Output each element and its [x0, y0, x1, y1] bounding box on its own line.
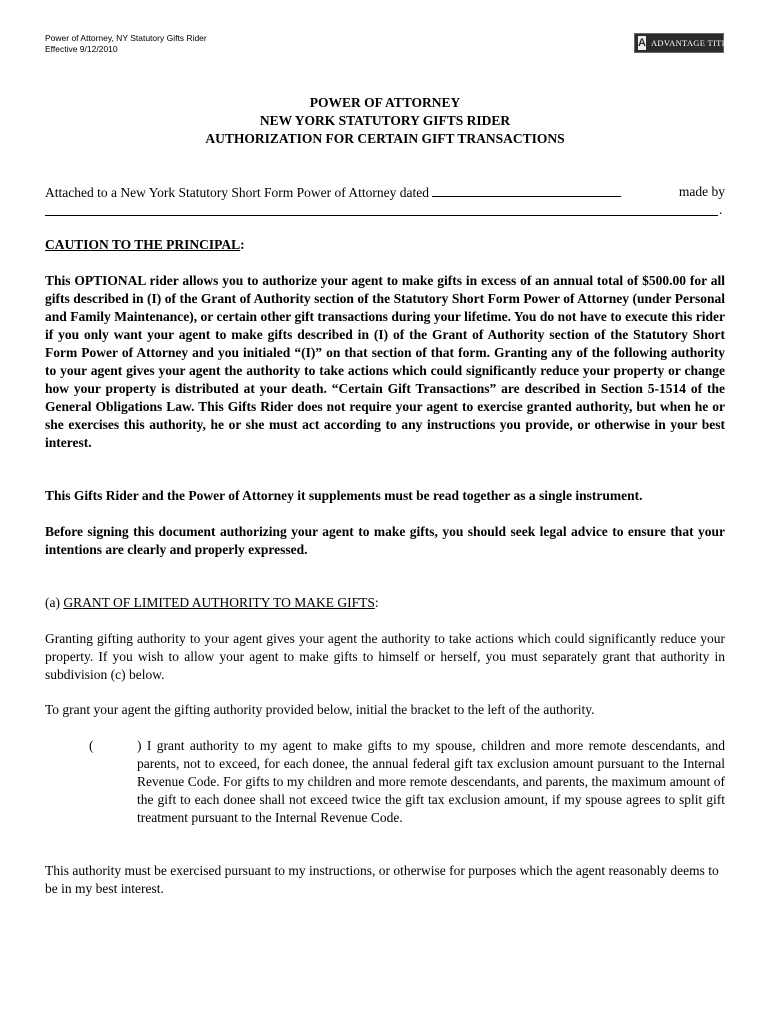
- section-a-prefix: (a): [45, 595, 64, 610]
- caution-paragraph-1: This OPTIONAL rider allows you to authorize your agent to make gifts in excess of an annual total of $500.00 for all gifts described in (I) of the Grant of Authority section of the Statutory Short Form Power of Attorney (under Personal and Family Maintenance), or certain other gift transactions during your lifetime. You do not have to execute this rider if you only want your agent to make gifts described in (I) of the Grant of Authority section of the Statutory Short Form Power of Attorney and you initialed “(I)” on that section of that form. Granting any of the following authority to your agent gives your agent the authority to take actions which could significantly reduce your property or change how your property is distributed at your death. “Certain Gift Transactions” are described in Section 5-1514 of the General Obligations Law. This Gifts Rider does not require your agent to exercise granted authority, but when he or she exercises this authority, he or she must act according to any instructions you provide, or otherwise in your best interest.: [45, 273, 725, 450]
- section-a-paragraph-3: This authority must be exercised pursuant to my instructions, or otherwise for purposes which the agent reasonably deems to be in my best interest.: [45, 863, 719, 896]
- attached-statement: [45, 183, 725, 202]
- made-by-text: made by: [678, 184, 725, 199]
- document-name: Power of Attorney, NY Statutory Gifts Rider: [45, 33, 207, 43]
- line-period: .: [719, 202, 723, 217]
- principal-name-blank-field[interactable]: [45, 215, 718, 216]
- gift-authority-option-text: ) I grant authority to my agent to make gifts to my spouse, children and more remote descendants, and parents, not to exceed, for each donee, the annual federal gift tax exclusion amount pursuant to the Internal Revenue Code. For gifts to my children and more remote descendants, and parents, the maximum amount of the gift to each donee shall not exceed twice the gift tax exclusion amount, if my spouse agrees to split gift treatment pursuant to the Internal Revenue Code.: [137, 738, 725, 825]
- logo-mark-icon: A: [638, 36, 646, 49]
- document-header: [45, 33, 207, 55]
- caution-paragraph-2: This Gifts Rider and the Power of Attorney it supplements must be read together as a single instrument.: [45, 488, 643, 503]
- section-a-heading-colon: :: [374, 595, 379, 610]
- effective-date: Effective 9/12/2010: [45, 44, 118, 54]
- section-a-heading-text: GRANT OF LIMITED AUTHORITY TO MAKE GIFTS: [63, 595, 375, 610]
- title-line-1: POWER OF ATTORNEY: [309, 95, 461, 110]
- advantage-title-logo: [634, 33, 733, 53]
- caution-heading: [45, 236, 725, 254]
- date-blank-field[interactable]: [432, 183, 621, 197]
- initial-bracket-field[interactable]: (: [89, 738, 94, 753]
- attached-text: Attached to a New York Statutory Short Form Power of Attorney dated: [45, 185, 429, 200]
- caution-heading-colon: :: [240, 237, 245, 252]
- caution-paragraph-3: Before signing this document authorizing your agent to make gifts, you should seek legal advice to ensure that your intentions are clearly and properly expressed.: [45, 524, 725, 557]
- section-a-paragraph-2: To grant your agent the gifting authority provided below, initial the bracket to the left of the authority.: [45, 702, 595, 717]
- section-a-paragraph-1: Granting gifting authority to your agent gives your agent the authority to take actions which could significantly reduce your property. If you wish to allow your agent to make gifts to himself or herself, you must separately grant that authority in subdivision (c) below.: [45, 631, 725, 682]
- caution-heading-text: CAUTION TO THE PRINCIPAL: [45, 237, 241, 252]
- title-line-2: NEW YORK STATUTORY GIFTS RIDER: [259, 113, 511, 128]
- document-title: [45, 94, 725, 148]
- logo-text: ADVANTAGE TITLE: [650, 38, 733, 48]
- title-line-3: AUTHORIZATION FOR CERTAIN GIFT TRANSACTIONS: [205, 131, 565, 146]
- section-a-heading: [45, 594, 725, 612]
